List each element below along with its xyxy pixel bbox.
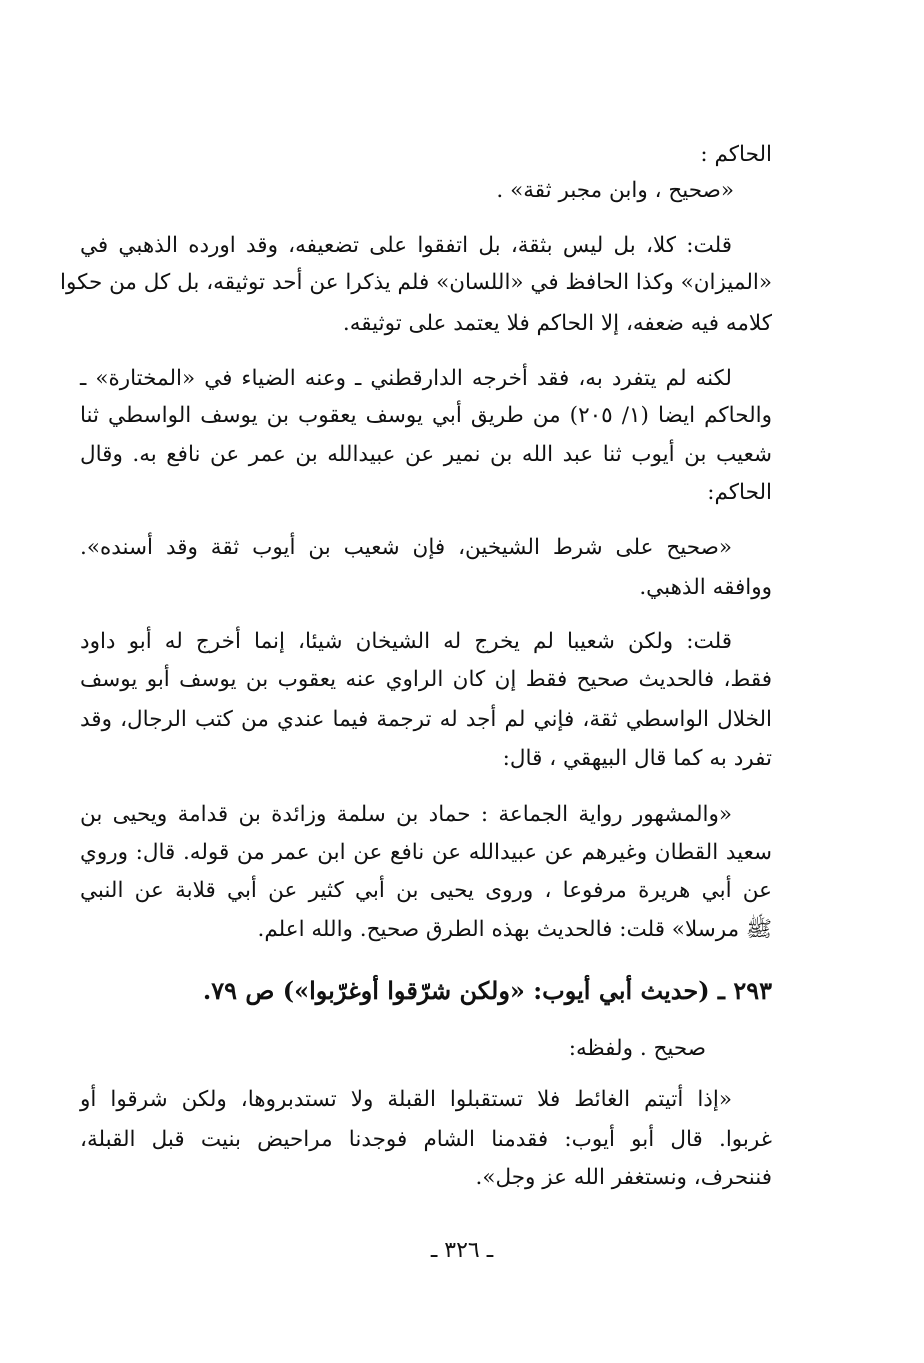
quote-line: سعيد القطان وغيرهم عن عبيدالله عن نافع عن ابن عمر من قوله. قال: وروي — [80, 840, 772, 865]
quote-line: غربوا. قال أبو أيوب: فقدمنا الشام فوجدنا مراحيض بنيت قبل القبلة، — [80, 1127, 772, 1152]
quote-line: «صحيح على شرط الشيخين، فإن شعيب بن أيوب ثقة وقد أسنده». — [80, 535, 732, 560]
text-line: «الميزان» وكذا الحافظ في «اللسان» فلم يذكرا عن أحد توثيقه، بل كل من حكوا — [59, 270, 772, 295]
quote-line: «صحيح ، وابن مجبر ثقة» . — [496, 178, 734, 203]
quote-line: «إذا أتيتم الغائط فلا تستقبلوا القبلة ولا تستدبروها، ولكن شرقوا أو — [80, 1087, 732, 1112]
text-line: صحيح . ولفظه: — [568, 1036, 706, 1061]
quote-line: ﷺ مرسلا» قلت: فالحديث بهذه الطرق صحيح. والله اعلم. — [257, 917, 772, 942]
text-line: ووافقه الذهبي. — [639, 575, 772, 600]
text-line: الحاكم : — [700, 142, 772, 167]
text-line: كلامه فيه ضعفه، إلا الحاكم فلا يعتمد على توثيقه. — [342, 311, 772, 336]
quote-line: فننحرف، ونستغفر الله عز وجل». — [475, 1165, 772, 1190]
quote-line: «والمشهور رواية الجماعة : حماد بن سلمة وزائدة بن قدامة ويحيى بن — [80, 802, 732, 827]
text-line: تفرد به كما قال البيهقي ، قال: — [502, 746, 772, 771]
quote-line: عن أبي هريرة مرفوعا ، وروى يحيى بن أبي كثير عن أبي قلابة عن النبي — [80, 878, 772, 903]
text-line: شعيب بن أيوب ثنا عبد الله بن نمير عن عبيدالله بن عمر عن نافع به. وقال — [80, 442, 772, 467]
text-line: الخلال الواسطي ثقة، فإني لم أجد له ترجمة فيما عندي من كتب الرجال، وقد — [80, 707, 772, 732]
page-number: ـ ٣٢٦ ـ — [430, 1238, 494, 1263]
text-line: لكنه لم يتفرد به، فقد أخرجه الدارقطني ـ وعنه الضياء في «المختارة» ـ — [80, 366, 732, 391]
text-line: قلت: كلا، بل ليس بثقة، بل اتفقوا على تضعيفه، وقد اورده الذهبي في — [80, 233, 732, 258]
text-line: والحاكم ايضا (١/ ٢٠٥) من طريق أبي يوسف يعقوب بن يوسف الواسطي ثنا — [80, 403, 773, 428]
text-line: الحاكم: — [707, 480, 772, 505]
text-line: قلت: ولكن شعيبا لم يخرج له الشيخان شيئا، إنما أخرج له أبو داود — [80, 629, 732, 654]
text-line: فقط، فالحديث صحيح فقط إن كان الراوي عنه يعقوب بن يوسف أبو يوسف — [80, 667, 772, 692]
section-heading: ٢٩٣ ـ (حديث أبي أيوب: «ولكن شرّقوا أوغرّبوا») ص ٧٩. — [202, 976, 772, 1005]
